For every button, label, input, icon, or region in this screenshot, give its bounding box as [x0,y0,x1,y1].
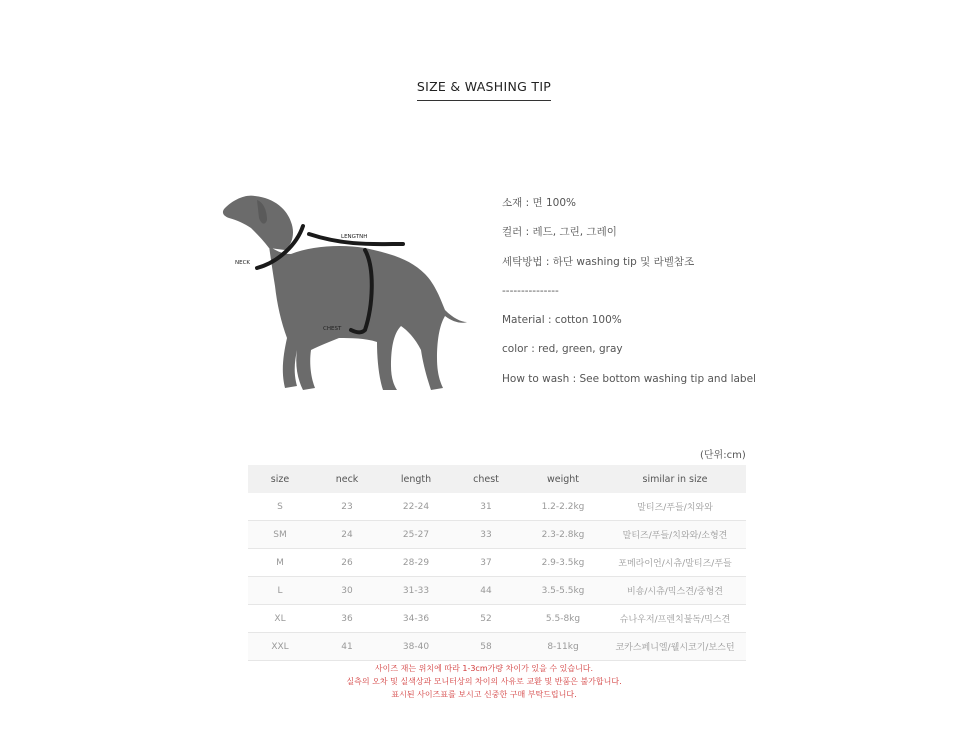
header-weight: weight [522,465,604,493]
cell-weight: 1.2-2.2kg [522,493,604,521]
table-row [248,493,746,521]
product-info [502,196,756,401]
cell-weight: 3.5-5.5kg [522,577,604,605]
cell-size: SM [248,521,312,549]
cell-weight: 5.5-8kg [522,605,604,633]
cell-neck: 36 [312,605,382,633]
cell-similar: 말티즈/푸들/치와와/소형견 [604,521,746,549]
cell-weight: 2.3-2.8kg [522,521,604,549]
cell-neck: 23 [312,493,382,521]
dog-silhouette-icon [223,196,467,390]
note-line: 사이즈 재는 위치에 따라 1-3cm가량 차이가 있을 수 있습니다. [374,664,594,673]
table-row [248,633,746,661]
unit-label: (단위:cm) [700,450,746,461]
cell-size: M [248,549,312,577]
cell-size: XXL [248,633,312,661]
table-row [248,549,746,577]
cell-length: 22-24 [382,493,450,521]
cell-chest: 44 [450,577,522,605]
cell-size: L [248,577,312,605]
cell-length: 25-27 [382,521,450,549]
cell-length: 31-33 [382,577,450,605]
info-line-color-ko: 컬러 : 레드, 그린, 그레이 [502,226,617,239]
cell-size: XL [248,605,312,633]
cell-similar: 포메라이언/시츄/말티즈/푸들 [604,549,746,577]
header-size: size [248,465,312,493]
info-line-material-en: Material : cotton 100% [502,314,622,327]
table-row [248,521,746,549]
info-divider: --------------- [502,284,559,297]
header-neck: neck [312,465,382,493]
cell-neck: 24 [312,521,382,549]
dog-measurement-diagram [215,188,475,398]
table-row [248,605,746,633]
header-chest: chest [450,465,522,493]
cell-similar: 말티즈/푸들/치와와 [604,493,746,521]
info-line-wash-ko: 세탁방법 : 하단 washing tip 및 라벨참조 [502,255,695,268]
cell-chest: 33 [450,521,522,549]
chest-label: CHEST [323,326,342,332]
section-title [0,76,968,101]
cell-neck: 41 [312,633,382,661]
cell-length: 34-36 [382,605,450,633]
note-line: 실측의 오차 및 실색상과 모니터상의 차이의 사유로 교환 및 반품은 불가합니다. [346,677,622,686]
info-line-wash-en: How to wash : See bottom washing tip and label [502,372,756,385]
info-line-material-ko: 소재 : 면 100% [502,197,576,209]
cell-length: 38-40 [382,633,450,661]
cell-weight: 2.9-3.5kg [522,549,604,577]
cell-neck: 26 [312,549,382,577]
cell-length: 28-29 [382,549,450,577]
header-length: length [382,465,450,493]
table-row [248,577,746,605]
size-table [248,465,746,661]
note-line: 표시된 사이즈표를 보시고 신중한 구매 부탁드립니다. [391,690,577,699]
neck-label: NECK [235,260,251,266]
length-label: LENGTNH [341,234,368,240]
cell-weight: 8-11kg [522,633,604,661]
cell-chest: 58 [450,633,522,661]
cell-similar: 슈나우저/프렌치불독/믹스견 [604,605,746,633]
cell-chest: 37 [450,549,522,577]
cell-chest: 31 [450,493,522,521]
table-header-row [248,465,746,493]
section-title-text: SIZE & WASHING TIP [417,79,551,101]
cell-size: S [248,493,312,521]
header-similar: similar in size [604,465,746,493]
cell-chest: 52 [450,605,522,633]
cell-similar: 비숑/시츄/믹스견/중형견 [604,577,746,605]
disclaimer-notes [0,662,968,701]
cell-similar: 코카스페니엘/웰시코기/보스턴 [604,633,746,661]
info-line-color-en: color : red, green, gray [502,343,623,356]
cell-neck: 30 [312,577,382,605]
